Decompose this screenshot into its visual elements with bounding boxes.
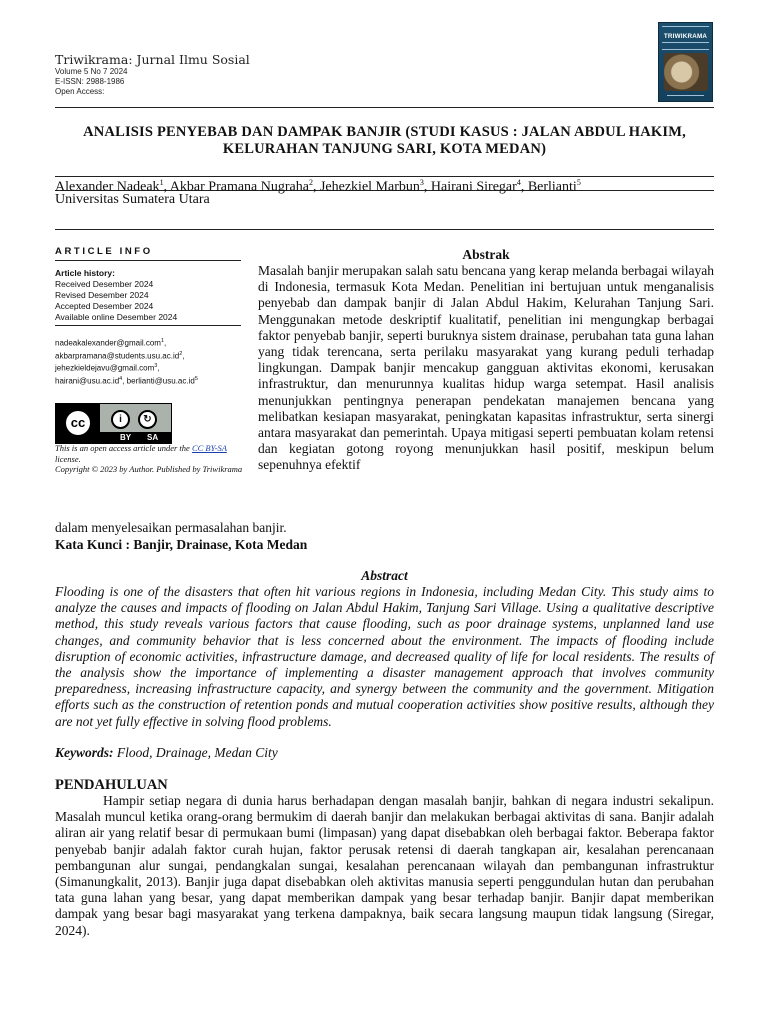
email-line: nadeakalexander@gmail.com$^1$, xyxy=(55,338,167,348)
author-email[interactable]: hairani@usu.ac.id xyxy=(55,376,120,386)
keywords xyxy=(55,745,278,761)
copyright-text: Copyright © 2023 by Author. Published by Triwikrama xyxy=(55,464,243,474)
abstrak-heading: Abstrak xyxy=(462,247,510,262)
author-email[interactable]: nadeakalexander@gmail.com xyxy=(55,338,161,348)
abstrak-body: Masalah banjir merupakan salah satu bencana yang kerap melanda berbagai wilayah di Indonesia, termasuk Kota Medan. Penelitian ini bertujuan untuk menganalisis penyebab dan dampak banjir di Jalan Abdul Hakim, Kelurahan Tanjung Sari. Menggunakan metode deskriptif kualitatif, penelitian ini mengungkap berbagai faktor penyebab banjir, seperti buruknya sistem drainase, perubahan tata guna lahan yang tidak terencana, serta perilaku masyarakat yang kurang peduli terhadap lingkungan. Dampak banjir mencakup gangguan aktivitas ekonomi, kerusakan infrastruktur, dan menurunnya kualitas hidup warga setempat. Hasil analisis menunjukkan pentingnya penerapan pendekatan manajemen bencana yang melibatkan kesiapan masyarakat, peningkatan kapasitas infrastruktur, serta sinergi antara masyarakat dan pemerintah. Upaya mitigasi seperti pembuatan kolam retensi dan kegiatan gotong royong menunjukkan hasil positif, meskipun belum sepenuhnya efektif xyxy=(258,263,714,473)
license-prefix: This is an open access article under the xyxy=(55,443,192,453)
email-line: jehezkieldejavu@gmail.com$^3$, xyxy=(55,363,160,373)
abstrak-tail: dalam menyelesaikan permasalahan banjir. xyxy=(55,520,287,535)
cc-by-label: BY xyxy=(120,433,132,442)
author-name: Akbar Pramana Nugraha xyxy=(169,179,309,195)
cover-subtitle-band xyxy=(662,42,709,50)
license-suffix: license. xyxy=(55,453,81,464)
journal-volume: Volume 5 No 7 2024 xyxy=(55,67,128,76)
share-alike-icon: ↻ xyxy=(138,410,157,429)
history-revised: Revised Desember 2024 xyxy=(55,290,149,300)
email-mark: 2 xyxy=(179,350,183,357)
cover-photo xyxy=(664,53,708,91)
article-info-rule xyxy=(55,325,241,326)
email-mark: 5 xyxy=(194,375,198,382)
author-email[interactable]: berlianti@usu.ac.id xyxy=(126,376,195,386)
header-divider xyxy=(55,107,714,108)
cc-icon: cc xyxy=(63,408,93,438)
author-name: Jehezkiel Marbun xyxy=(319,179,420,195)
abstract-heading: Abstract xyxy=(361,568,408,583)
article-info-heading: ARTICLE INFO xyxy=(55,246,153,257)
keywords-label: Keywords: xyxy=(55,745,114,760)
author-email[interactable]: jehezkieldejavu@gmail.com xyxy=(55,363,155,373)
author-list: Alexander Nadeak$^1$, Akbar Pramana Nugraha$^2$, Jehezkiel Marbun$^3$, Hairani Siregar$^4$, Berlianti$^5$ xyxy=(55,178,581,195)
journal-cover-image xyxy=(658,22,713,102)
email-line: $akbarpramana@students.usu.ac.id^2$, xyxy=(55,350,185,361)
email-line: $hairani@usu.ac.id^4$, $berlianti@usu.ac.id^5$ xyxy=(55,375,198,386)
email-mark: 3 xyxy=(154,363,158,370)
history-accepted: Accepted Desember 2024 xyxy=(55,301,154,311)
abstract-body: Flooding is one of the disasters that often hit various regions in Indonesia, including Medan City. This study aims to analyze the causes and impacts of flooding on Jalan Abdul Hakim, Tanjung Sari Village. Using a qualitative descriptive method, this study reveals various factors that cause flooding, such as poor drainage systems, unplanned land use changes, and community behavior that is less concerned about the environment. The impacts of flooding include disruption of economic activities, infrastructure damage, and decreased quality of life for local residents. The results of the analysis show the importance of implementing a disaster management approach that involves community preparedness, increasing infrastructure capacity, and synergy between the community and the government. Mitigation efforts such as the construction of retention ponds and mutual cooperation activities show positive results, although they are not yet fully effective in solving flood problems. xyxy=(55,584,714,729)
paper-title: ANALISIS PENYEBAB DAN DAMPAK BANJIR (STUDI KASUS : JALAN ABDUL HAKIM, KELURAHAN TANJUNG SARI, KOTA MEDAN) xyxy=(83,124,686,157)
email-mark: 1 xyxy=(160,338,165,344)
affiliation: Universitas Sumatera Utara xyxy=(55,192,210,207)
cover-title: TRIWIKRAMA xyxy=(663,33,708,40)
cover-rule xyxy=(662,26,709,30)
keywords-values: Flood, Drainage, Medan City xyxy=(113,745,278,760)
author-name: Hairani Siregar xyxy=(430,179,517,195)
author-name: Berlianti xyxy=(527,179,577,195)
license-text xyxy=(55,443,245,475)
author-mark: 5 xyxy=(576,178,581,187)
history-label: Article history: xyxy=(55,268,115,278)
journal-header xyxy=(55,52,615,97)
author-mark: 1 xyxy=(159,178,164,187)
journal-name: Triwikrama: Jurnal Ilmu Sosial xyxy=(55,52,250,67)
intro-paragraph: Hampir setiap negara di dunia harus berhadapan dengan masalah banjir, bahkan di negara industri sekalipun. Masalah muncul ketika orang-orang bermukim di daerah banjir dan melakukan berbagai aktivitas di sana. Banjir adalah aliran air yang relatif besar di permukaan bumi (limpasan) yang dapat disebabkan oleh berbagai faktor. Beberapa faktor penyebab banjir adalah faktor curah hujan, faktor perusak retensi di daerah tangkapan air, kesalahan perencanaan pembangunan alur sungai, pendangkalan sungai, kesalahan perencanaan wilayah dan pembangunan infrastruktur (Simanungkalit, 2013). Banjir juga dapat disebabkan oleh aktivitas manusia seperti penggundulan hutan dan perubahan tata guna lahan yang besar, yang dapat memberikan dampak yang besar terhadap banjir. Banjir dapat memberikan dampak yang besar bagi masyarakat yang terkena dampaknya, baik secara langsung maupun tidak langsung (Siregar, 2024). xyxy=(55,793,714,938)
author-mark: 3 xyxy=(419,178,424,187)
section-divider xyxy=(55,229,714,230)
email-mark: 4 xyxy=(119,375,123,382)
history-received: Received Desember 2024 xyxy=(55,279,154,289)
history-available: Available online Desember 2024 xyxy=(55,312,178,322)
article-info-rule xyxy=(55,260,241,261)
section-heading-pendahuluan: PENDAHULUAN xyxy=(55,777,168,793)
author-email[interactable]: akbarpramana@students.usu.ac.id xyxy=(55,351,180,361)
license-link[interactable]: CC BY-SA xyxy=(191,443,227,453)
cover-rule xyxy=(667,95,704,98)
cc-sa-label: SA xyxy=(147,433,159,442)
article-history xyxy=(55,268,177,323)
kata-kunci: Kata Kunci : Banjir, Drainase, Kota Medan xyxy=(55,537,308,552)
cc-by-sa-badge[interactable] xyxy=(55,403,172,444)
author-mark: 4 xyxy=(516,178,521,187)
author-mark: 2 xyxy=(308,178,313,187)
author-emails xyxy=(55,336,198,387)
cc-badge-bar xyxy=(100,432,171,443)
journal-issn: E-ISSN: 2988-1986 xyxy=(55,77,125,86)
attribution-icon: i xyxy=(111,410,130,429)
journal-access: Open Access: xyxy=(55,87,105,96)
author-name: Alexander Nadeak xyxy=(55,179,160,195)
